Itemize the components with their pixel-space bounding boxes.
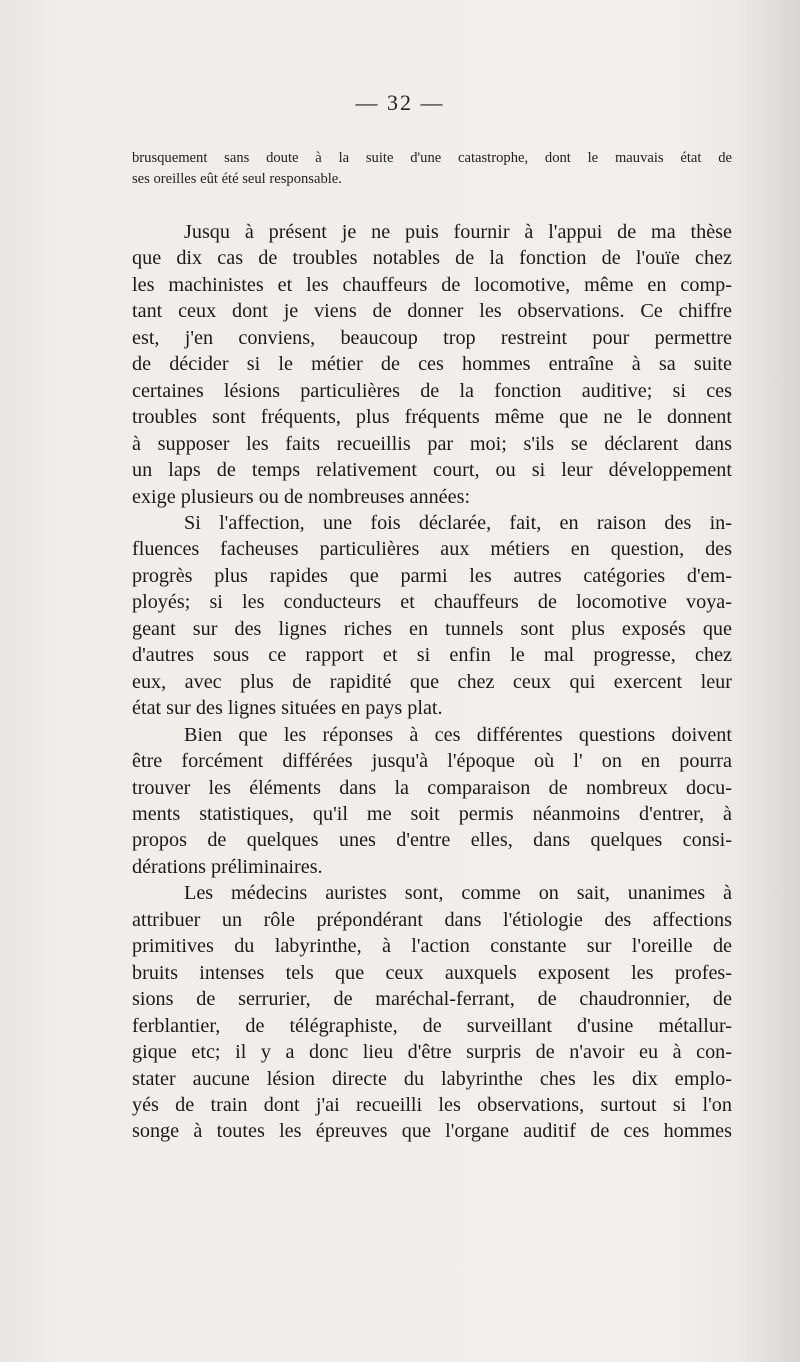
text-line: eux, avec plus de rapidité que chez ceux qui exercent leur	[132, 670, 732, 693]
text-line: tant ceux dont je viens de donner les observations. Ce chiffre	[132, 300, 732, 323]
text-line: sions de serrurier, de maréchal-ferrant, de chaudronnier, de	[132, 988, 732, 1011]
footnote-line: ses oreilles eût été seul responsable.	[132, 171, 342, 187]
text-line: propos de quelques unes d'entre elles, dans quelques consi-	[132, 829, 732, 852]
text-line: yés de train dont j'ai recueilli les observations, surtout si l'on	[132, 1093, 732, 1116]
text-line: dérations préliminaires.	[132, 855, 323, 878]
text-line: progrès plus rapides que parmi les autres catégories d'em-	[132, 564, 732, 587]
text-line: trouver les éléments dans la comparaison de nombreux docu-	[132, 776, 732, 799]
footnote-line: brusquement sans doute à la suite d'une catastrophe, dont le mauvais état de	[132, 150, 732, 166]
text-line: que dix cas de troubles notables de la fonction de l'ouïe chez	[132, 247, 732, 270]
text-line: exige plusieurs ou de nombreuses années:	[132, 485, 471, 508]
page-edge-shadow	[740, 0, 800, 1362]
text-line: Jusqu à présent je ne puis fournir à l'appui de ma thèse	[184, 221, 732, 243]
text-line: gique etc; il y a donc lieu d'être surpris de n'avoir eu à con-	[132, 1041, 732, 1064]
text-line: songe à toutes les épreuves que l'organe auditif de ces hommes	[132, 1120, 732, 1143]
text-line: ployés; si les conducteurs et chauffeurs de locomotive voya-	[132, 591, 732, 614]
text-line: fluences facheuses particulières aux métiers en question, des	[132, 538, 732, 561]
text-line: primitives du labyrinthe, à l'action constante sur l'oreille de	[132, 935, 732, 958]
text-line: Bien que les réponses à ces différentes questions doivent	[184, 723, 732, 746]
text-line: attribuer un rôle prépondérant dans l'étiologie des affections	[132, 908, 732, 931]
text-line: les machinistes et les chauffeurs de locomotive, même en comp-	[132, 273, 732, 296]
text-line: troubles sont fréquents, plus fréquents même que ne le donnent	[132, 406, 732, 429]
footnote	[132, 148, 732, 190]
text-line: Les médecins auristes sont, comme on sait, unanimes à	[184, 882, 732, 905]
text-line: stater aucune lésion directe du labyrinthe ches les dix emplo-	[132, 1067, 732, 1090]
text-line: bruits intenses tels que ceux auxquels exposent les profes-	[132, 961, 732, 984]
text-line: à supposer les faits recueillis par moi; s'ils se déclarent dans	[132, 432, 732, 455]
text-line: d'autres sous ce rapport et si enfin le mal progresse, chez	[132, 644, 732, 667]
text-line: ferblantier, de télégraphiste, de surveillant d'usine métallur-	[132, 1014, 732, 1037]
page-number: — 32 —	[355, 90, 445, 115]
text-line: Si l'affection, une fois déclarée, fait, en raison des in-	[184, 511, 732, 534]
text-line: de décider si le métier de ces hommes entraîne à sa suite	[132, 353, 732, 376]
text-line: est, j'en conviens, beaucoup trop restreint pour permettre	[132, 326, 732, 349]
text-line: état sur des lignes situées en pays plat.	[132, 697, 443, 720]
text-line: un laps de temps relativement court, ou si leur développement	[132, 459, 732, 482]
body-text	[132, 219, 732, 1145]
text-line: geant sur des lignes riches en tunnels sont plus exposés que	[132, 617, 732, 640]
text-line: certaines lésions particulières de la fonction auditive; si ces	[132, 379, 732, 402]
text-line: ments statistiques, qu'il me soit permis néanmoins d'entrer, à	[132, 802, 732, 825]
text-line: être forcément différées jusqu'à l'époque où l' on en pourra	[132, 750, 732, 773]
